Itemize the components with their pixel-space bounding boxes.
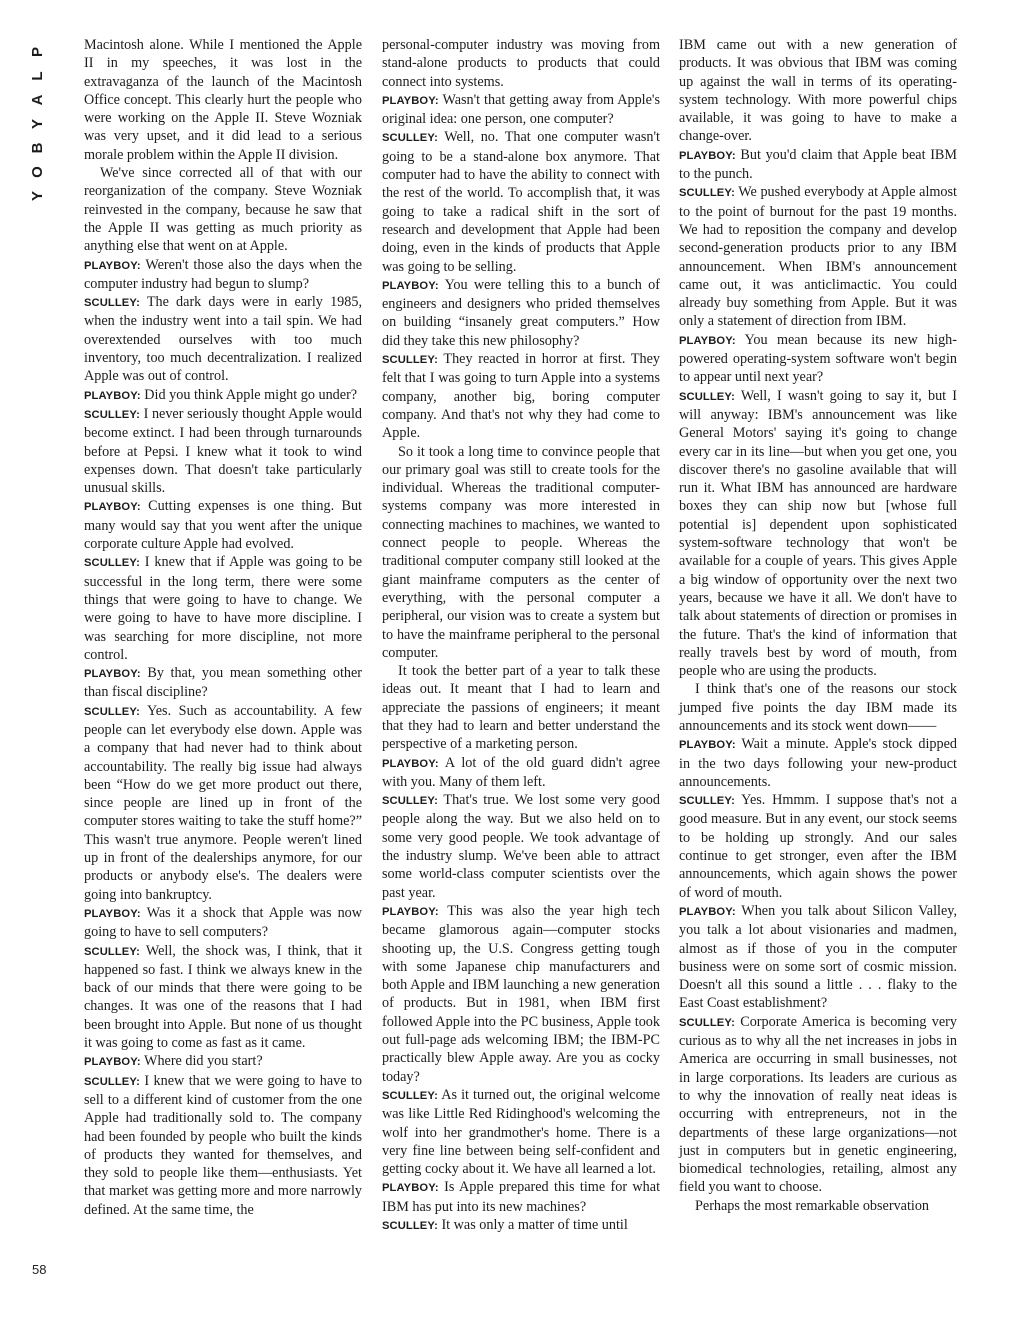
text-column-2 <box>382 36 660 1235</box>
masthead-letter: Y <box>29 191 46 202</box>
speaker-label: PLAYBOY: <box>679 149 736 162</box>
paragraph <box>679 146 957 184</box>
paragraph <box>382 1178 660 1216</box>
speaker-label: PLAYBOY: <box>382 757 439 770</box>
speaker-label: SCULLEY: <box>84 557 140 570</box>
speaker-label: SCULLEY: <box>382 354 438 367</box>
paragraph <box>84 293 362 385</box>
paragraph <box>382 276 660 350</box>
paragraph <box>84 1072 362 1219</box>
paragraph-text: By that, you mean something other than fiscal discipline? <box>84 665 362 701</box>
paragraph <box>84 553 362 664</box>
paragraph-text: Is Apple prepared this time for what IBM has put into its new machines? <box>382 1179 661 1215</box>
paragraph-text: When you talk about Silicon Valley, you talk a lot about visionaries and madmen, almost as if those of you in the computer business were on some sort of cosmic mission. Doesn't all this sound a little . . . flaky to the East Coast establishment? <box>679 902 958 1012</box>
paragraph <box>679 902 957 1013</box>
paragraph-text: It took the better part of a year to talk these ideas out. It meant that I had to learn and appreciate the passions of engineers; it meant that they had to learn and better understand the perspective of a marketing person. <box>382 663 660 753</box>
speaker-label: SCULLEY: <box>84 705 140 718</box>
page-number: 58 <box>32 1262 47 1277</box>
paragraph <box>382 350 660 442</box>
paragraph <box>382 128 660 275</box>
paragraph <box>84 664 362 702</box>
paragraph-text: The dark days were in early 1985, when the industry went into a tail spin. We had overextended ourselves with too much inventory, too much decentralization. I realized Apple was out of control. <box>84 294 362 385</box>
paragraph-text: Wasn't that getting away from Apple's original idea: one person, one computer? <box>382 91 660 128</box>
paragraph-text: Wait a minute. Apple's stock dipped in the two days following your new-product announcements. <box>679 736 957 790</box>
paragraph <box>679 331 957 387</box>
paragraph-text: We pushed everybody at Apple almost to the point of burnout for the past 19 months. We had to reposition the company and develop second-generation products prior to any IBM announcement. When IBM's announcement came out, it was anticlimactic. You could already buy something from Apple. But it was only a statement of direction from IBM. <box>679 184 957 330</box>
paragraph-text: I never seriously thought Apple would become extinct. I had been through turnarounds before at Pepsi. I knew what it took to wind expenses down. That doesn't take particularly unusual skills. <box>84 405 362 497</box>
speaker-label: SCULLEY: <box>84 297 140 310</box>
speaker-label: PLAYBOY: <box>679 334 736 347</box>
paragraph <box>679 680 957 735</box>
text-column-3 <box>679 36 957 1215</box>
paragraph <box>84 36 362 164</box>
paragraph-text: I knew that we were going to have to sell to a different kind of customer from the one Apple had traditionally sold to. The company had been founded by people who built the kinds of products they wanted for themselves, and they sold to people like them—enthusiasts. Yet that market was getting more and more narrowly defined. At the same time, the <box>84 1072 362 1218</box>
speaker-label: PLAYBOY: <box>679 739 736 752</box>
paragraph-text: Yes. Hmmm. I suppose that's not a good measure. But in any event, our stock seems to be holding up strongly. And our sales continue to get stronger, even after the IBM announcements, which again shows the power of word of mouth. <box>679 792 957 901</box>
paragraph-text: You were telling this to a bunch of engineers and designers who prided themselves on building “insanely great computers.” How did they take this new philosophy? <box>382 276 660 349</box>
paragraph-text: A lot of the old guard didn't agree with you. Many of them left. <box>382 754 661 790</box>
paragraph <box>679 791 957 902</box>
speaker-label: SCULLEY: <box>679 1016 735 1029</box>
paragraph <box>382 36 660 91</box>
paragraph-text: Well, I wasn't going to say it, but I will anyway: IBM's announcement was like General Motors' saying it's going to change every car in its line—but when you get one, you discover there's no gasoline available that will run it. What IBM has announced are hardware boxes they can ship now but [whose full potential is] dependent upon sophisticated system-software technology that won't be available for a couple of years. This gives Apple a big window of opportunity over the next two years, because we have it all. We don't have to talk about statements of direction or promises in the future. That's the kind of information that really travels best by word of mouth, from people who are using the products. <box>679 387 957 680</box>
speaker-label: PLAYBOY: <box>84 668 141 681</box>
speaker-label: PLAYBOY: <box>84 389 141 402</box>
paragraph <box>679 1013 957 1197</box>
paragraph <box>84 164 362 255</box>
speaker-label: SCULLEY: <box>382 795 438 808</box>
speaker-label: PLAYBOY: <box>382 94 439 107</box>
masthead <box>26 40 52 202</box>
paragraph-text: Weren't those also the days when the computer industry had begun to slump? <box>84 256 362 292</box>
paragraph <box>84 904 362 942</box>
masthead-letter: A <box>29 94 46 106</box>
paragraph <box>84 256 362 294</box>
paragraph-text: Yes. Such as accountability. A few people can let everybody else down. Apple was a company that had never had to think about accountability. The really big issue had always been “How do we get more product out there, since people are lined up in front of the computer stores waiting to take the stuff home?” This wasn't true anymore. People weren't lined up in front of the dealerships anymore, for our products or anybody else's. The dealers were going into bankruptcy. <box>84 702 362 903</box>
speaker-label: PLAYBOY: <box>84 1056 141 1069</box>
paragraph-text: They reacted in horror at first. They felt that I was going to turn Apple into a systems company, another big, boring computer company. And that's not why they had come to Apple. <box>382 351 661 442</box>
masthead-letter: O <box>29 166 46 178</box>
paragraph-text: As it turned out, the original welcome was like Little Red Ridinghood's welcoming the wolf into her grandmother's home. There is a very fine line between being self-confident and getting cocky about it. We have all learned a lot. <box>382 1086 660 1178</box>
speaker-label: SCULLEY: <box>84 408 140 421</box>
paragraph <box>382 754 660 792</box>
paragraph <box>84 1052 362 1071</box>
paragraph <box>382 1216 660 1235</box>
speaker-label: PLAYBOY: <box>84 907 141 920</box>
paragraph-text: But you'd claim that Apple beat IBM to the punch. <box>679 146 957 183</box>
speaker-label: PLAYBOY: <box>382 905 439 918</box>
paragraph <box>84 405 362 497</box>
paragraph-text: It was only a matter of time until <box>441 1217 628 1233</box>
paragraph-text: IBM came out with a new generation of products. It was obvious that IBM was coming up against the wall in terms of its operating-system technology. With more powerful chips available, it was going to have to make a change-over. <box>679 37 957 145</box>
paragraph-text: Was it a shock that Apple was now going to have to sell computers? <box>84 904 362 941</box>
speaker-label: SCULLEY: <box>382 132 438 145</box>
paragraph-text: I think that's one of the reasons our stock jumped five points the day IBM made its announcements and its stock went down—— <box>679 681 957 734</box>
paragraph-text: This was also the year high tech became glamorous again—computer stocks shooting up, the U.S. Congress getting tough with some Japanese chip manufacturers and both Apple and IBM launching a new generation of products. But in 1981, when IBM first followed Apple into the PC business, Apple took out full-page ads welcoming IBM; the IBM-PC practically blew Apple away. Are you as cocky today? <box>382 902 660 1085</box>
masthead-letter: B <box>29 142 46 154</box>
paragraph <box>382 1086 660 1178</box>
speaker-label: PLAYBOY: <box>679 905 736 918</box>
paragraph <box>679 36 957 146</box>
paragraph-text: Perhaps the most remarkable observation <box>695 1197 930 1214</box>
speaker-label: PLAYBOY: <box>84 501 141 514</box>
paragraph <box>84 702 362 904</box>
paragraph <box>382 443 660 663</box>
paragraph-text: Well, the shock was, I think, that it happened so fast. I think we always knew in the back of our minds that there were going to be changes. It was one of the reasons that I had been brought into Apple. But none of us thought it was going to come as fast as it came. <box>84 942 362 1052</box>
paragraph-text: That's true. We lost some very good people along the way. But we also held on to some very good people. We took advantage of the industry slump. We've been able to attract some world-class computer scientists over the past year. <box>382 792 660 901</box>
masthead-letter: Y <box>29 119 46 130</box>
paragraph <box>679 387 957 681</box>
paragraph-text: We've since corrected all of that with our reorganization of the company. Steve Wozniak reinvested in the company, because he saw that the Apple II was getting as much priority as anything else that went on at Apple. <box>84 165 362 255</box>
paragraph <box>382 662 660 753</box>
speaker-label: SCULLEY: <box>679 187 735 200</box>
speaker-label: PLAYBOY: <box>382 1182 439 1195</box>
paragraph <box>84 942 362 1053</box>
paragraph <box>84 497 362 553</box>
speaker-label: SCULLEY: <box>84 945 140 958</box>
paragraph <box>382 91 660 129</box>
paragraph <box>382 902 660 1086</box>
text-column-1 <box>84 36 362 1219</box>
paragraph-text: Where did you start? <box>144 1053 263 1070</box>
speaker-label: SCULLEY: <box>679 795 735 808</box>
paragraph-text: personal-computer industry was moving from stand-alone products to products that could connect into systems. <box>382 37 660 90</box>
masthead-letter: P <box>29 47 46 58</box>
paragraph <box>679 1197 957 1215</box>
speaker-label: SCULLEY: <box>679 390 735 403</box>
speaker-label: SCULLEY: <box>382 1089 438 1102</box>
masthead-letter: L <box>29 71 46 81</box>
paragraph-text: So it took a long time to convince people that our primary goal was still to create tools for the individual. Whereas the traditional computer-systems company was more interested in connecting machines to machines, we wanted to connect people to people. Whereas the traditional computer company still looked at the giant mainframe computers as the center of everything, with the personal computer a peripheral, our vision was to create a system but to have the mainframe peripheral to the personal computer. <box>382 443 660 661</box>
paragraph-text: Did you think Apple might go under? <box>144 386 358 403</box>
paragraph <box>679 735 957 791</box>
paragraph <box>382 791 660 902</box>
paragraph-text: Well, no. That one computer wasn't going to be a stand-alone box anymore. That computer had to have the ability to connect with the rest of the world. To accomplish that, it was going to take a radical shift in the sort of research and development that Apple had been doing, even in the kinds of products that Apple was going to be selling. <box>382 129 660 275</box>
paragraph-text: I knew that if Apple was going to be successful in the long term, there were some things that were going to have to change. We were going to have to have more discipline. I was searching for more discipline, not more control. <box>84 554 362 663</box>
paragraph-text: Corporate America is becoming very curious as to why all the net increases in jobs in America are occurring in small businesses, not in large corporations. Its leaders are curious as to why the innovation of really neat ideas is occurring with entrepreneurs, not in the departments of these large organizations—not just in computers but in genetic engineering, biomedical technologies, retailing, almost any field you want to choose. <box>679 1013 958 1196</box>
paragraph-text: You mean because its new high-powered operating-system software won't begin to appear until next year? <box>679 331 957 386</box>
paragraph-text: Macintosh alone. While I mentioned the Apple II in my speeches, it was lost in the extravaganza of the launch of the Macintosh Office concept. This clearly hurt the people who were working on the Apple II. Steve Wozniak was very upset, and it did lead to a serious morale problem within the Apple II division. <box>84 37 362 163</box>
speaker-label: PLAYBOY: <box>84 259 141 272</box>
paragraph <box>84 386 362 405</box>
paragraph <box>679 183 957 330</box>
speaker-label: SCULLEY: <box>84 1075 140 1088</box>
speaker-label: SCULLEY: <box>382 1220 438 1232</box>
paragraph-text: Cutting expenses is one thing. But many would say that you went after the unique corporate culture Apple had evolved. <box>84 498 362 553</box>
speaker-label: PLAYBOY: <box>382 279 439 292</box>
